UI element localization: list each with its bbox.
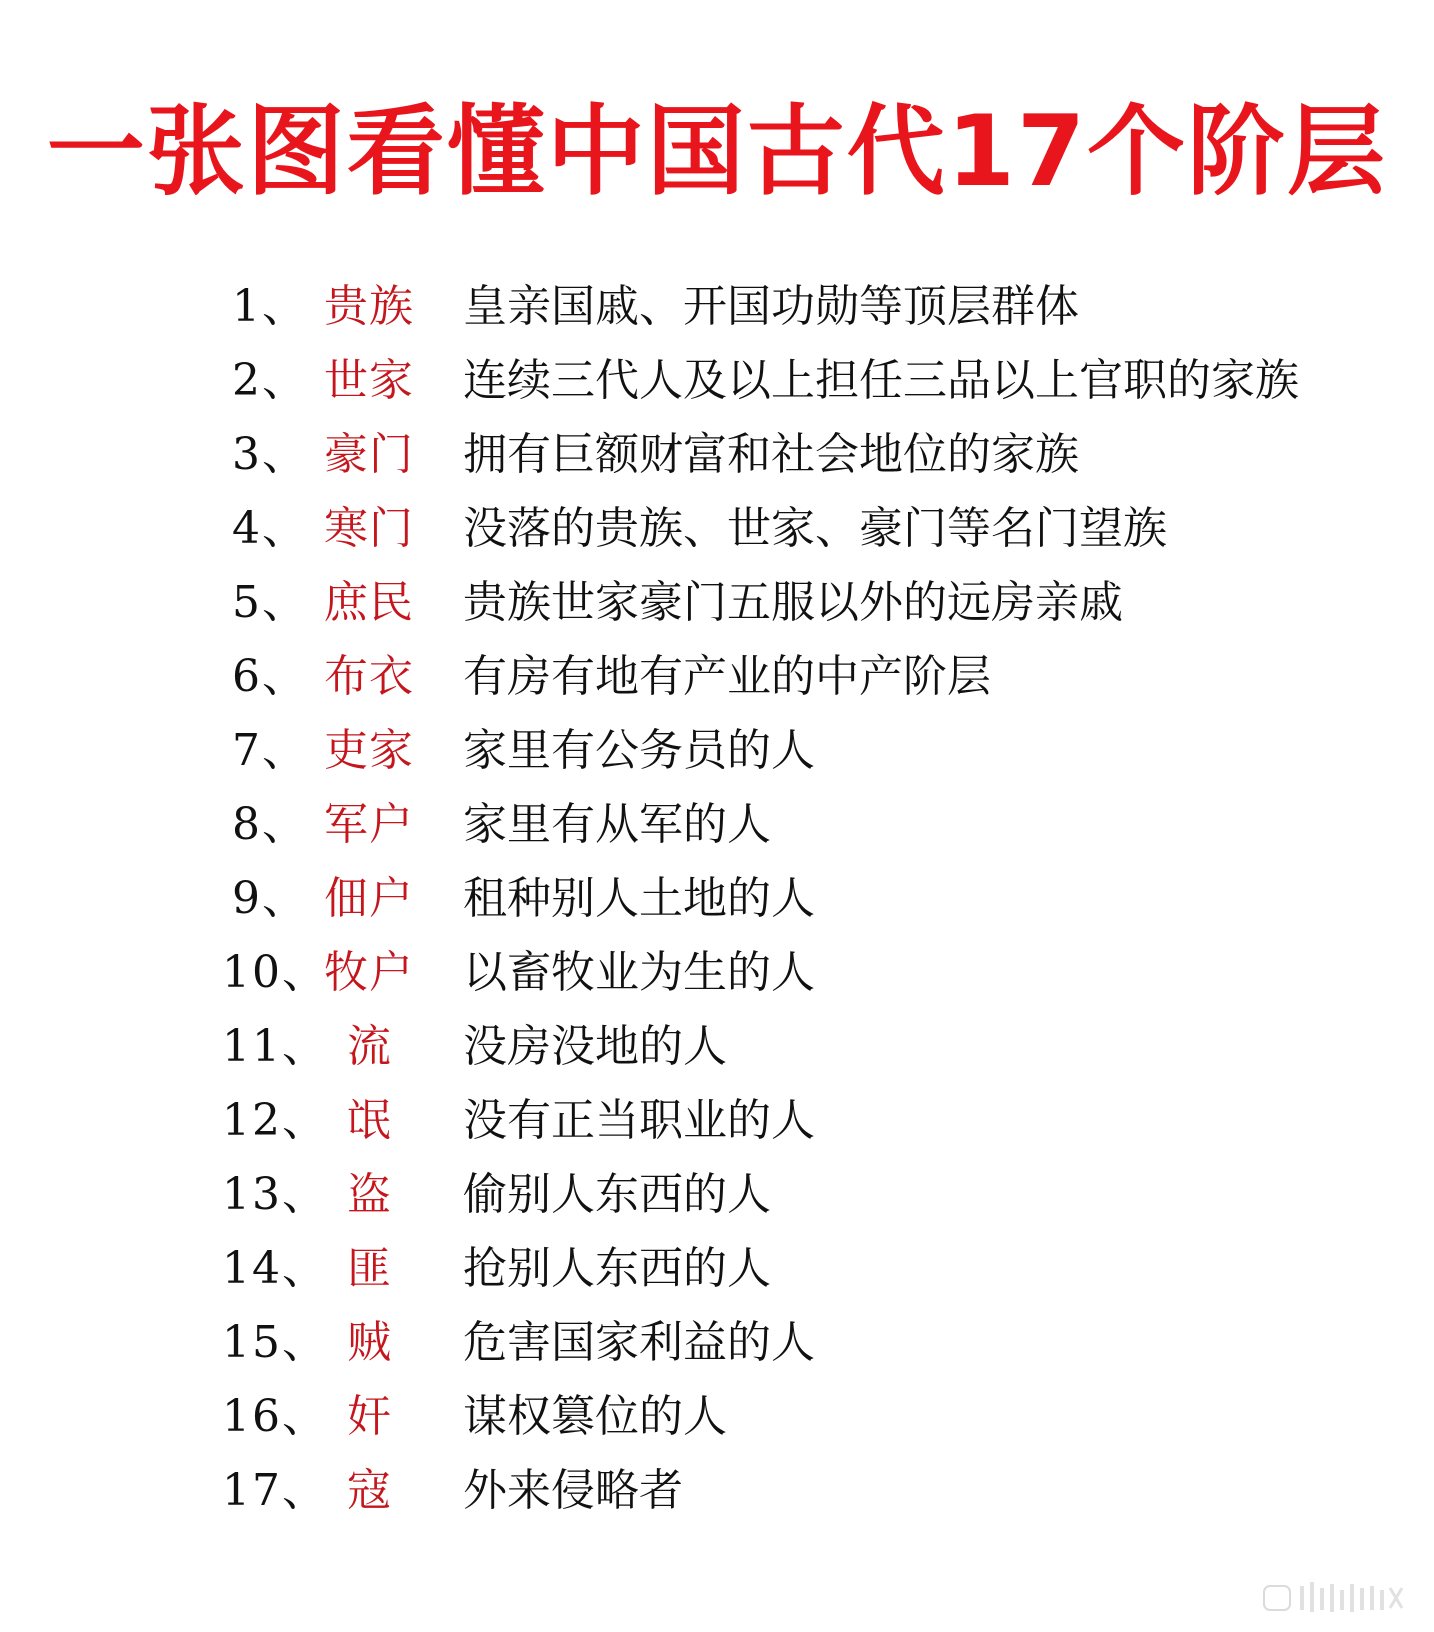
item-name: 牧户 [324, 947, 414, 998]
item-description: 家里有从军的人 [463, 799, 771, 850]
item-description: 拥有巨额财富和社会地位的家族 [463, 429, 1079, 480]
list-item [0, 1010, 1434, 1084]
item-number: 12、 [222, 1095, 328, 1146]
item-name: 世家 [324, 355, 414, 406]
item-description: 没落的贵族、世家、豪门等名门望族 [463, 503, 1167, 554]
item-number: 17、 [222, 1465, 328, 1516]
item-number: 16、 [222, 1391, 328, 1442]
item-name: 佃户 [324, 873, 414, 924]
item-name: 贼 [347, 1317, 392, 1368]
item-number: 5、 [232, 577, 308, 628]
item-name: 奸 [347, 1391, 392, 1442]
item-description: 偷别人东西的人 [463, 1169, 771, 1220]
list-item [0, 714, 1434, 788]
list-item [0, 492, 1434, 566]
item-number: 7、 [232, 725, 308, 776]
item-number: 9、 [232, 873, 308, 924]
list-item [0, 566, 1434, 640]
list-item [0, 1158, 1434, 1232]
item-name: 寇 [347, 1465, 392, 1516]
item-description: 家里有公务员的人 [463, 725, 815, 776]
item-name: 流 [347, 1021, 392, 1072]
item-number: 8、 [232, 799, 308, 850]
item-number: 2、 [232, 355, 308, 406]
item-name: 豪门 [324, 429, 414, 480]
item-description: 没有正当职业的人 [463, 1095, 815, 1146]
item-name: 布衣 [324, 651, 414, 702]
item-name: 盗 [347, 1169, 392, 1220]
item-name: 军户 [324, 799, 414, 850]
page-title: 一张图看懂中国古代17个阶层 [46, 95, 1388, 209]
item-description: 外来侵略者 [463, 1465, 683, 1516]
list-item [0, 862, 1434, 936]
item-name: 匪 [347, 1243, 392, 1294]
item-number: 1、 [232, 281, 308, 332]
item-number: 6、 [232, 651, 308, 702]
item-name: 贵族 [324, 281, 414, 332]
item-number: 11、 [222, 1021, 328, 1072]
item-description: 租种别人土地的人 [463, 873, 815, 924]
item-description: 贵族世家豪门五服以外的远房亲戚 [463, 577, 1123, 628]
list-item [0, 270, 1434, 344]
item-description: 危害国家利益的人 [463, 1317, 815, 1368]
list-item [0, 1084, 1434, 1158]
list-item [0, 1454, 1434, 1528]
item-name: 氓 [347, 1095, 392, 1146]
item-number: 4、 [232, 503, 308, 554]
item-description: 连续三代人及以上担任三品以上官职的家族 [463, 355, 1299, 406]
item-number: 14、 [222, 1243, 328, 1294]
item-description: 谋权篡位的人 [463, 1391, 727, 1442]
item-number: 15、 [222, 1317, 328, 1368]
list-item [0, 936, 1434, 1010]
item-description: 以畜牧业为生的人 [463, 947, 815, 998]
item-number: 10、 [222, 947, 328, 998]
item-name: 寒门 [324, 503, 414, 554]
list-item [0, 344, 1434, 418]
item-number: 3、 [232, 429, 308, 480]
item-description: 有房有地有产业的中产阶层 [463, 651, 991, 702]
watermark-icon [1262, 1578, 1412, 1618]
item-description: 皇亲国戚、开国功勋等顶层群体 [463, 281, 1079, 332]
list-item [0, 640, 1434, 714]
list-item [0, 1380, 1434, 1454]
item-description: 没房没地的人 [463, 1021, 727, 1072]
list-item [0, 1232, 1434, 1306]
item-name: 吏家 [324, 725, 414, 776]
list-item [0, 418, 1434, 492]
item-name: 庶民 [324, 577, 414, 628]
list-item [0, 1306, 1434, 1380]
list-item [0, 788, 1434, 862]
item-number: 13、 [222, 1169, 328, 1220]
item-description: 抢别人东西的人 [463, 1243, 771, 1294]
